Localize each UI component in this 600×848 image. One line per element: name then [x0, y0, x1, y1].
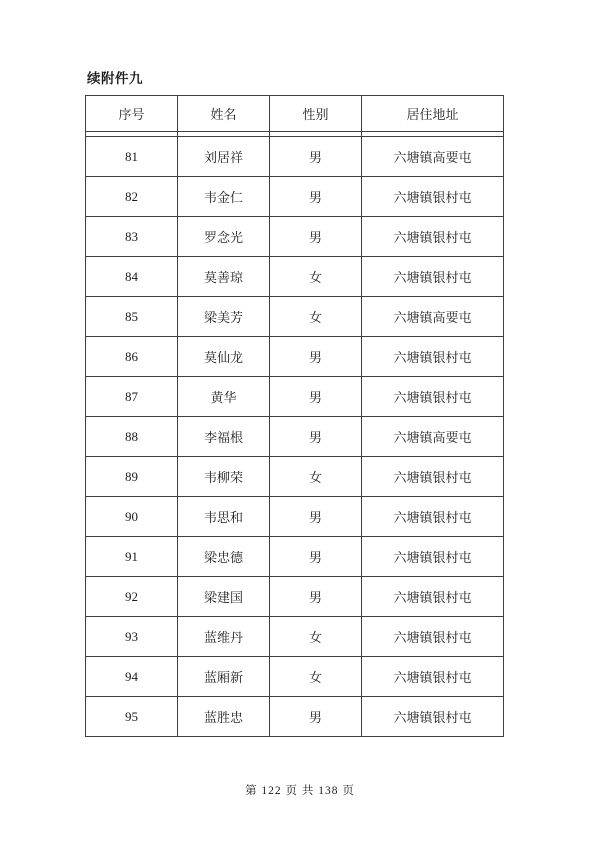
- cell-name: 蓝厢新: [178, 657, 270, 697]
- cell-address: 六塘镇银村屯: [362, 257, 504, 297]
- cell-gender: 男: [270, 577, 362, 617]
- cell-address: 六塘镇银村屯: [362, 217, 504, 257]
- cell-address: 六塘镇银村屯: [362, 497, 504, 537]
- cell-no: 87: [86, 377, 178, 417]
- table-row: [86, 137, 504, 177]
- cell-no: 83: [86, 217, 178, 257]
- table-row: [86, 537, 504, 577]
- cell-gender: 男: [270, 137, 362, 177]
- cell-gender: 女: [270, 617, 362, 657]
- cell-gender: 男: [270, 217, 362, 257]
- cell-name: 蓝维丹: [178, 617, 270, 657]
- cell-gender: 男: [270, 417, 362, 457]
- cell-name: 韦思和: [178, 497, 270, 537]
- cell-gender: 男: [270, 537, 362, 577]
- cell-address: 六塘镇高要屯: [362, 137, 504, 177]
- column-header-no: 序号: [86, 96, 178, 132]
- cell-name: 梁忠德: [178, 537, 270, 577]
- cell-name: 罗念光: [178, 217, 270, 257]
- table-row: [86, 177, 504, 217]
- cell-gender: 男: [270, 337, 362, 377]
- cell-name: 梁美芳: [178, 297, 270, 337]
- table-row: [86, 617, 504, 657]
- resident-table: [85, 95, 504, 737]
- cell-address: 六塘镇银村屯: [362, 657, 504, 697]
- cell-gender: 女: [270, 457, 362, 497]
- cell-gender: 女: [270, 297, 362, 337]
- cell-address: 六塘镇银村屯: [362, 697, 504, 737]
- cell-gender: 男: [270, 497, 362, 537]
- cell-name: 莫善琼: [178, 257, 270, 297]
- table-row: [86, 577, 504, 617]
- cell-no: 81: [86, 137, 178, 177]
- column-header-name: 姓名: [178, 96, 270, 132]
- table-row: [86, 697, 504, 737]
- cell-address: 六塘镇高要屯: [362, 297, 504, 337]
- table-row: [86, 657, 504, 697]
- cell-address: 六塘镇银村屯: [362, 457, 504, 497]
- table-header-row: [86, 96, 504, 132]
- table-header: [86, 96, 504, 137]
- cell-name: 刘居祥: [178, 137, 270, 177]
- page-title: 续附件九: [87, 71, 143, 86]
- cell-no: 84: [86, 257, 178, 297]
- table-row: [86, 217, 504, 257]
- cell-gender: 男: [270, 377, 362, 417]
- cell-no: 92: [86, 577, 178, 617]
- cell-address: 六塘镇银村屯: [362, 537, 504, 577]
- cell-address: 六塘镇高要屯: [362, 417, 504, 457]
- column-header-gender: 性别: [270, 96, 362, 132]
- cell-no: 94: [86, 657, 178, 697]
- cell-name: 蓝胜忠: [178, 697, 270, 737]
- cell-no: 93: [86, 617, 178, 657]
- cell-name: 韦金仁: [178, 177, 270, 217]
- cell-no: 90: [86, 497, 178, 537]
- table-row: [86, 257, 504, 297]
- column-header-address: 居住地址: [362, 96, 504, 132]
- table-row: [86, 497, 504, 537]
- cell-address: 六塘镇银村屯: [362, 377, 504, 417]
- table-row: [86, 337, 504, 377]
- cell-no: 88: [86, 417, 178, 457]
- cell-name: 韦柳荣: [178, 457, 270, 497]
- cell-address: 六塘镇银村屯: [362, 337, 504, 377]
- cell-gender: 女: [270, 257, 362, 297]
- table-body: [86, 137, 504, 737]
- cell-name: 李福根: [178, 417, 270, 457]
- cell-gender: 女: [270, 657, 362, 697]
- cell-address: 六塘镇银村屯: [362, 617, 504, 657]
- cell-no: 82: [86, 177, 178, 217]
- cell-name: 莫仙龙: [178, 337, 270, 377]
- cell-name: 黄华: [178, 377, 270, 417]
- table-row: [86, 297, 504, 337]
- cell-gender: 男: [270, 697, 362, 737]
- table-row: [86, 417, 504, 457]
- table-row: [86, 457, 504, 497]
- cell-no: 85: [86, 297, 178, 337]
- page-number-footer: 第 122 页 共 138 页: [245, 785, 355, 797]
- cell-gender: 男: [270, 177, 362, 217]
- cell-no: 89: [86, 457, 178, 497]
- cell-address: 六塘镇银村屯: [362, 177, 504, 217]
- cell-no: 86: [86, 337, 178, 377]
- cell-no: 95: [86, 697, 178, 737]
- table-row: [86, 377, 504, 417]
- cell-no: 91: [86, 537, 178, 577]
- cell-name: 梁建国: [178, 577, 270, 617]
- cell-address: 六塘镇银村屯: [362, 577, 504, 617]
